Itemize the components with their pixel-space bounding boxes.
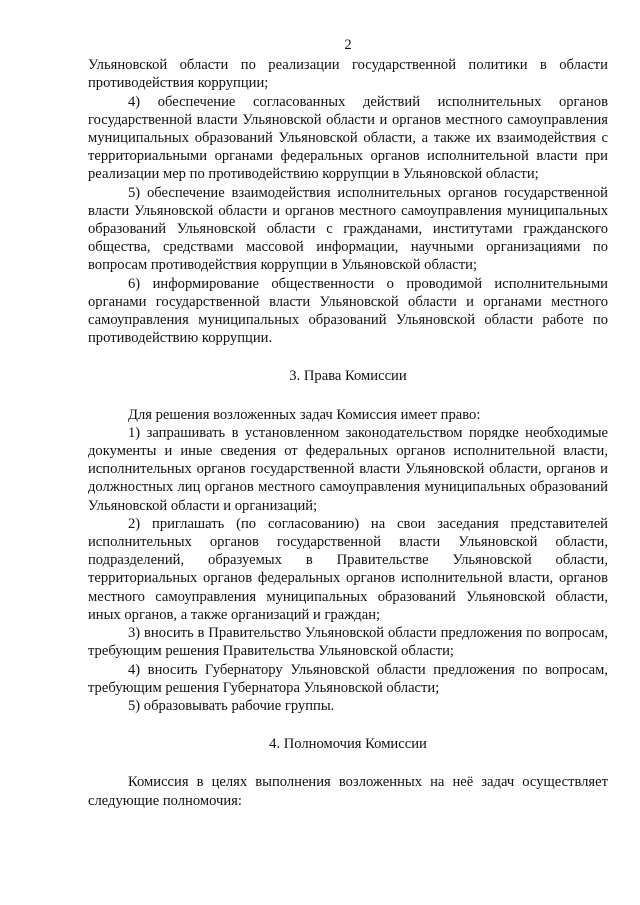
- section-3-item-5: 5) образовывать рабочие группы.: [128, 697, 335, 714]
- section-3-intro: Для решения возложенных задач Комиссия имеет право:: [128, 406, 481, 423]
- document-page: [88, 36, 608, 810]
- section-3-item-3: 3) вносить в Правительство Ульяновской области предложения по вопросам, требующим решения Правительства Ульяновской области;: [88, 625, 608, 660]
- paragraph-continuation: Ульяновской области по реализации государственной политики в области противодействия коррупции;: [88, 57, 608, 92]
- section-3-item-1: 1) запрашивать в установленном законодательством порядке необходимые документы и иные сведения от федеральных органов исполнительной власти, исполнительных органов государственной власти Ульяновской области, органов и должностных лиц органов местного самоуправления муниципальных образований Ульяновской области и организаций;: [88, 424, 608, 514]
- section-4-intro: Комиссия в целях выполнения возложенных на неё задач осуществляет следующие полномочия:: [88, 774, 608, 809]
- paragraph-item-6: 6) информирование общественности о проводимой исполнительными органами государственной власти Ульяновской области и органами местного самоуправления муниципальных образований Ульяновской области работе по противодействию коррупции.: [88, 275, 608, 347]
- paragraph-item-5: 5) обеспечение взаимодействия исполнительных органов государственной власти Ульяновской области и органов местного самоуправления муниципальных образований Ульяновской области с гражданами, институтами гражданского общества, средствами массовой информации, научными организациями по вопросам противодействия коррупции в Ульяновской области;: [88, 184, 608, 274]
- page-number: 2: [344, 37, 352, 53]
- section-3-item-4: 4) вносить Губернатору Ульяновской области предложения по вопросам, требующим решения Губернатора Ульяновской области;: [88, 661, 608, 696]
- section-3-item-2: 2) приглашать (по согласованию) на свои заседания представителей исполнительных органов государственной власти Ульяновской области, подразделений, образуемых в Правительстве Ульяновской области, территориальных органов федеральных органов исполнительной власти, органов местного самоуправления муниципальных образований Ульяновской области, иных органов, а также организаций и граждан;: [88, 515, 608, 623]
- paragraph-item-4: 4) обеспечение согласованных действий исполнительных органов государственной власти Ульяновской области и органов местного самоуправления муниципальных образований Ульяновской области, а также их взаимодействия с территориальными органами федеральных органов исполнительной власти при реализации мер по противодействию коррупции в Ульяновской области;: [88, 93, 608, 183]
- section-3-heading: 3. Права Комиссии: [289, 368, 407, 385]
- section-4-heading: 4. Полномочия Комиссии: [269, 736, 427, 753]
